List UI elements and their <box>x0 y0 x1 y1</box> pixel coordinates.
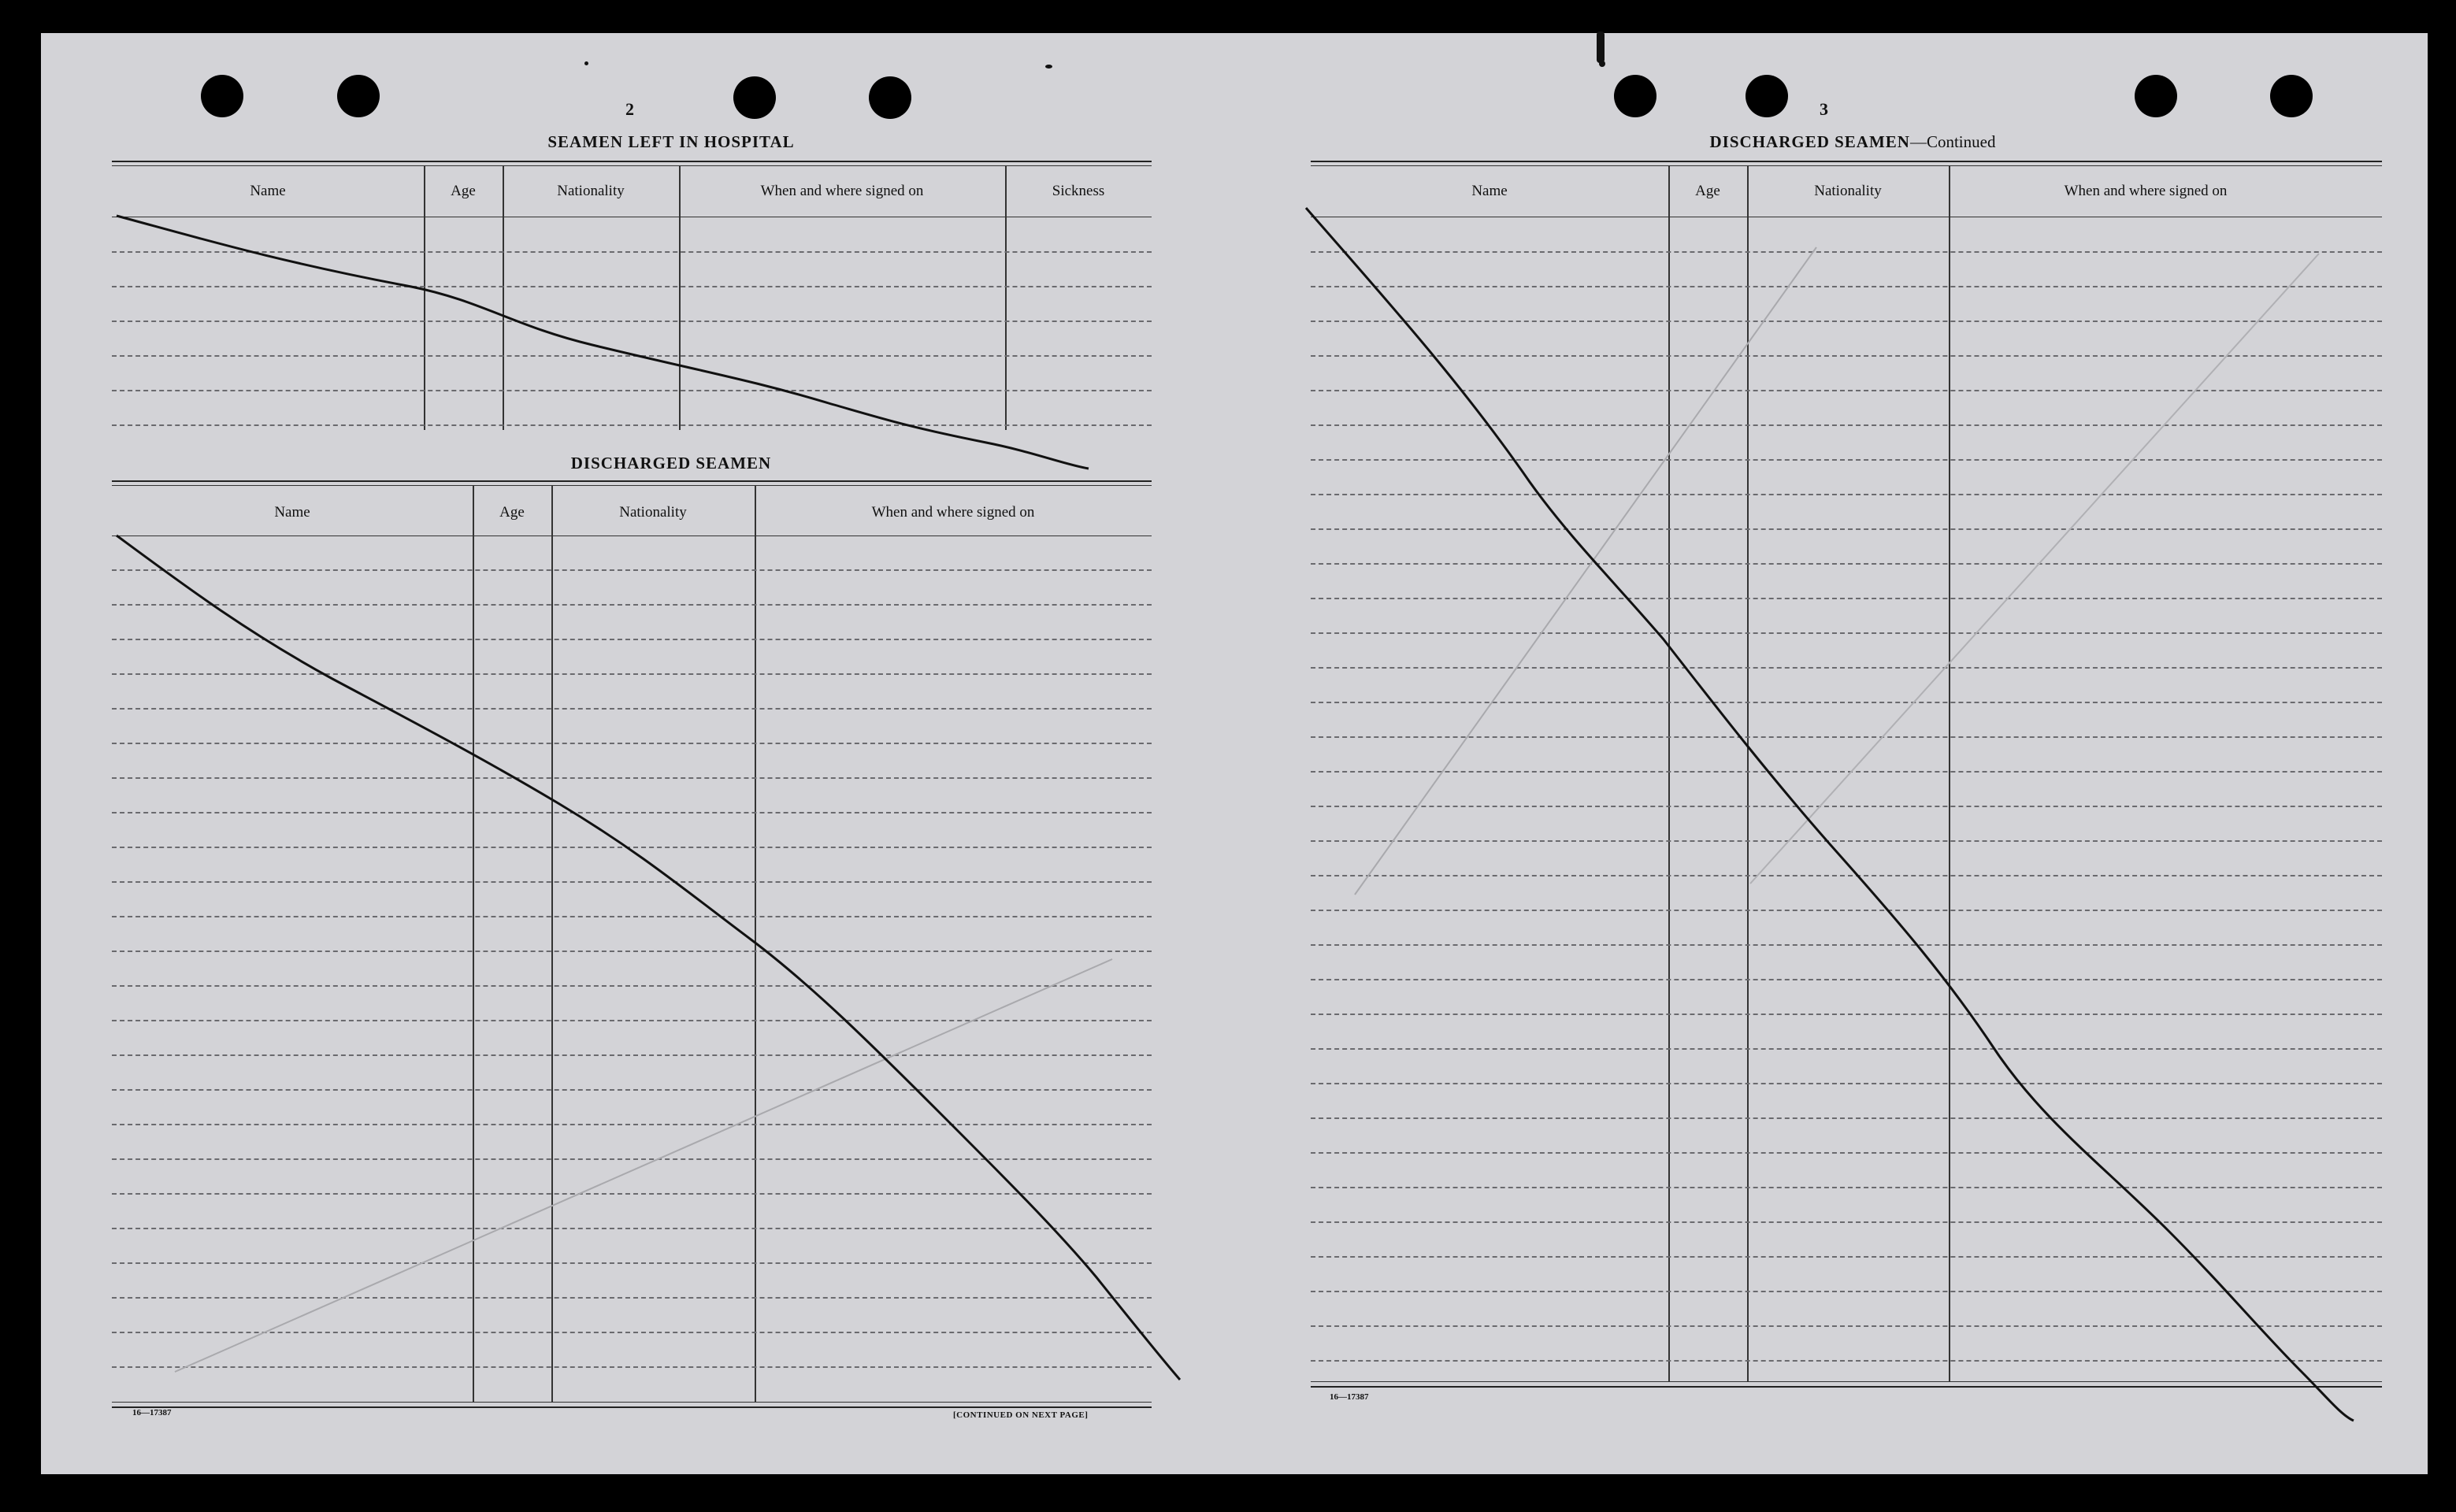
document-sheet <box>41 33 2428 1474</box>
column-header-when-where: When and where signed on <box>760 183 924 199</box>
section-title-suffix: —Continued <box>1909 132 1996 151</box>
punch-hole <box>2135 75 2177 117</box>
column-header-nationality: Nationality <box>1814 183 1882 199</box>
punch-hole <box>1614 75 1657 117</box>
page-number: 3 <box>1820 99 1828 119</box>
ink-speck <box>1045 65 1052 69</box>
continued-note: [CONTINUED ON NEXT PAGE] <box>953 1410 1089 1420</box>
column-header-nationality: Nationality <box>619 504 687 521</box>
hospital-table <box>112 159 1152 468</box>
punch-hole <box>869 76 911 119</box>
ink-speck <box>1597 32 1605 63</box>
column-header-nationality: Nationality <box>557 183 625 199</box>
form-number: 16—17387 <box>132 1408 172 1418</box>
section-title: DISCHARGED SEAMEN <box>570 454 772 472</box>
section-title <box>1522 132 2183 152</box>
punch-hole <box>1746 75 1788 117</box>
section-title-main: DISCHARGED SEAMEN <box>1709 132 1910 151</box>
column-header-age: Age <box>1695 183 1720 199</box>
column-header-age: Age <box>451 183 476 199</box>
punch-hole <box>201 75 243 117</box>
ink-speck <box>1599 61 1605 67</box>
column-header-age: Age <box>499 504 525 521</box>
discharged-table-right <box>1311 159 2382 1435</box>
punch-hole <box>2270 75 2313 117</box>
column-header-sickness: Sickness <box>1052 183 1105 199</box>
column-header-when-where: When and where signed on <box>2064 183 2228 199</box>
discharged-table-left <box>112 479 1152 1447</box>
column-header-name: Name <box>1471 183 1508 199</box>
column-header-when-where: When and where signed on <box>871 504 1035 521</box>
punch-hole <box>337 75 380 117</box>
section-title: SEAMEN LEFT IN HOSPITAL <box>547 132 795 151</box>
form-number: 16—17387 <box>1330 1392 1369 1402</box>
punch-hole <box>733 76 776 119</box>
ink-speck <box>584 61 588 65</box>
column-header-name: Name <box>274 504 310 521</box>
column-header-name: Name <box>250 183 286 199</box>
page-number: 2 <box>625 99 634 119</box>
